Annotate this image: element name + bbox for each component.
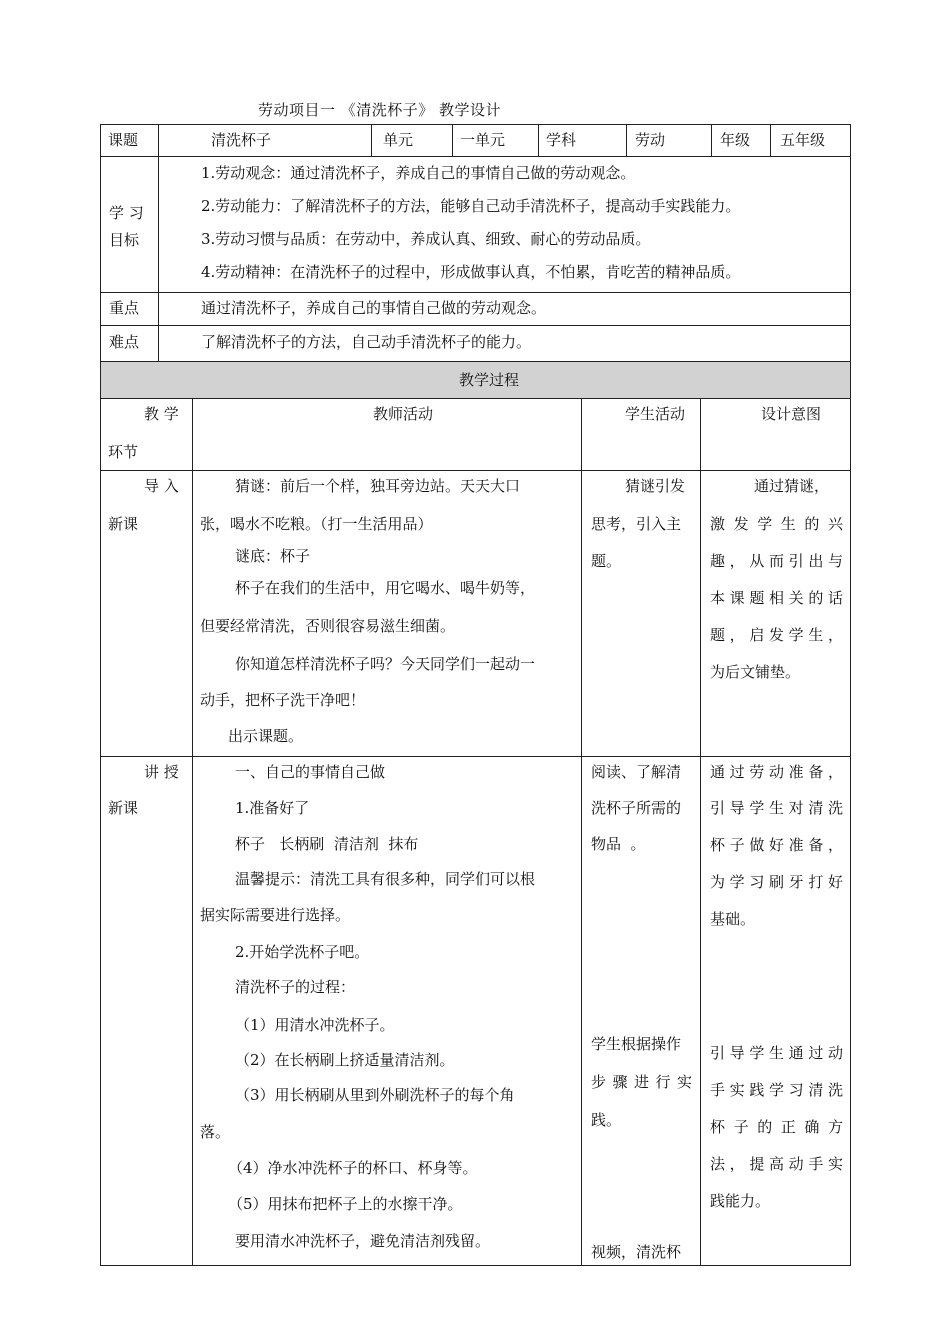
- subject-value-cell: [626, 124, 712, 157]
- stage-header-line1: 教 学: [144, 405, 179, 423]
- student-header-cell: [581, 398, 701, 471]
- lecture-intent-line: 杯子的正确方: [710, 1118, 843, 1136]
- lecture-intent-line: 杯子做好准备，: [710, 836, 843, 854]
- intro-teacher-line: 猜谜：前后一个样，独耳旁边站。天天大口: [235, 477, 521, 495]
- lecture-teacher-line: （5）用抹布把杯子上的水擦干净。: [228, 1195, 463, 1213]
- key-point-label-cell: [100, 292, 159, 326]
- lecture-intent-line: 基础。: [710, 910, 756, 928]
- lecture-teacher-line: （3）用长柄刷从里到外刷洗杯子的每个角: [235, 1086, 515, 1104]
- lecture-intent-line: 践能力。: [710, 1192, 771, 1210]
- intro-teacher-line: 但要经常清洗，否则很容易滋生细菌。: [200, 617, 456, 635]
- lecture-teacher-line: 落。: [200, 1123, 231, 1141]
- unit-value: 一单元: [460, 131, 506, 149]
- lecture-teacher-line: 1.准备好了: [235, 799, 310, 817]
- process-header: 教学过程: [459, 371, 520, 389]
- intro-teacher-line: 谜底：杯子: [235, 547, 311, 565]
- difficulty-label-cell: [100, 325, 159, 362]
- lecture-student-line: 步骤进行实: [591, 1073, 692, 1091]
- lecture-teacher-line: 杯子 长柄刷 清洁剂 抹布: [235, 835, 419, 853]
- grade-label: 年级: [720, 131, 751, 149]
- goal-item: 4.劳动精神：在清洗杯子的过程中，形成做事认真，不怕累，肯吃苦的精神品质。: [201, 263, 741, 281]
- intro-teacher-cell: [192, 470, 582, 757]
- lecture-stage-line1: 讲 授: [144, 763, 179, 781]
- intro-teacher-line: 动手，把杯子洗干净吧！: [200, 691, 366, 709]
- intro-stage-line1: 导 入: [144, 477, 179, 495]
- intent-header: 设计意图: [761, 405, 822, 423]
- lecture-teacher-cell: [192, 756, 582, 1266]
- intro-intent-line: 题，启发学生，: [710, 626, 843, 644]
- intro-stage-cell: [100, 470, 193, 757]
- grade-value-cell: [770, 124, 851, 157]
- lecture-teacher-line: 要用清水冲洗杯子，避免清洁剂残留。: [235, 1232, 491, 1250]
- lecture-student-line: 践。: [591, 1111, 622, 1129]
- intro-intent-line: 本课题相关的话: [710, 589, 843, 607]
- lecture-stage-cell: [100, 756, 193, 1266]
- intro-intent-line: 激发学生的兴: [710, 515, 843, 533]
- student-header: 学生活动: [625, 405, 686, 423]
- difficulty-cell: [158, 325, 851, 362]
- goal-item: 1.劳动观念：通过清洗杯子，养成自己的事情自己做的劳动观念。: [201, 164, 636, 182]
- goals-label-cell: [100, 156, 159, 293]
- intro-student-line: 题。: [591, 552, 622, 570]
- goal-item: 3.劳动习惯与品质：在劳动中，养成认真、细致、耐心的劳动品质。: [201, 230, 651, 248]
- intro-intent-line: 为后文铺垫。: [710, 663, 801, 681]
- key-point-label: 重点: [109, 299, 140, 317]
- lecture-teacher-line: 2.开始学洗杯子吧。: [235, 943, 370, 961]
- stage-header-cell: [100, 398, 193, 471]
- difficulty-label: 难点: [109, 333, 140, 351]
- lecture-intent-line: 引导学生对清洗: [710, 799, 843, 817]
- lecture-intent-line: 法，提高动手实: [710, 1155, 843, 1173]
- lecture-intent-line: 通过劳动准备，: [710, 763, 843, 781]
- lecture-student-line: 学生根据操作: [591, 1035, 682, 1053]
- intro-intent-line: 通过猜谜，: [754, 477, 830, 495]
- goals-label-line1: 学 习: [109, 204, 144, 222]
- topic-label-cell: [100, 124, 159, 157]
- unit-label-cell: [371, 124, 453, 157]
- goals-label-line2: 目标: [109, 231, 140, 249]
- intro-intent-cell: [700, 470, 851, 757]
- goal-item: 2.劳动能力：了解清洗杯子的方法，能够自己动手清洗杯子，提高动手实践能力。: [201, 197, 741, 215]
- process-header-cell: [100, 361, 851, 399]
- topic-value: 清洗杯子: [211, 131, 272, 149]
- intro-teacher-line: 张，喝水不吃粮。（打一生活用品）: [200, 515, 433, 533]
- intro-intent-line: 趣，从而引出与: [710, 552, 843, 570]
- difficulty-text: 了解清洗杯子的方法，自己动手清洗杯子的能力。: [201, 333, 532, 351]
- topic-value-cell: [158, 124, 372, 157]
- lecture-teacher-line: 据实际需要进行选择。: [200, 906, 351, 924]
- intro-student-line: 猜谜引发: [625, 477, 686, 495]
- topic-label: 课题: [108, 131, 139, 149]
- lecture-student-line: 视频，清洗杯: [591, 1243, 682, 1261]
- subject-label-cell: [538, 124, 627, 157]
- lecture-intent-line: 引导学生通过动: [710, 1044, 843, 1062]
- unit-label: 单元: [383, 131, 414, 149]
- stage-header-line2: 环节: [108, 443, 139, 461]
- lecture-student-cell: [581, 756, 701, 1266]
- intro-teacher-line: 出示课题。: [228, 727, 304, 745]
- goals-content-cell: [158, 156, 851, 293]
- subject-value: 劳动: [635, 131, 666, 149]
- lecture-teacher-line: （1）用清水冲洗杯子。: [235, 1016, 395, 1034]
- teacher-header: 教师活动: [373, 405, 434, 423]
- lecture-student-line: 洗杯子所需的: [591, 799, 682, 817]
- unit-value-cell: [452, 124, 539, 157]
- intro-student-cell: [581, 470, 701, 757]
- lecture-teacher-line: 一、自己的事情自己做: [235, 763, 386, 781]
- grade-label-cell: [711, 124, 771, 157]
- intro-teacher-line: 杯子在我们的生活中，用它喝水、喝牛奶等，: [235, 579, 536, 597]
- intro-stage-line2: 新课: [108, 515, 139, 533]
- key-point-text: 通过清洗杯子，养成自己的事情自己做的劳动观念。: [201, 299, 547, 317]
- subject-label: 学科: [546, 131, 577, 149]
- lecture-teacher-line: （4）净水冲洗杯子的杯口、杯身等。: [228, 1159, 478, 1177]
- lecture-intent-cell: [700, 756, 851, 1266]
- lecture-intent-line: 为学习刷牙打好: [710, 873, 843, 891]
- lecture-teacher-line: 温馨提示：清洗工具有很多种，同学们可以根: [235, 870, 536, 888]
- teacher-header-cell: [192, 398, 582, 471]
- grade-value: 五年级: [780, 131, 826, 149]
- lecture-student-line: 阅读、了解清: [591, 763, 682, 781]
- lecture-student-line: 物品 。: [591, 835, 646, 853]
- intro-teacher-line: 你知道怎样清洗杯子吗？今天同学们一起动一: [235, 655, 536, 673]
- lecture-intent-line: 手实践学习清洗: [710, 1081, 843, 1099]
- intro-student-line: 思考，引入主: [591, 515, 682, 533]
- lecture-teacher-line: 清洗杯子的过程：: [235, 978, 356, 996]
- lecture-teacher-line: （2）在长柄刷上挤适量清洁剂。: [235, 1051, 455, 1069]
- document-title: 劳动项目一 《清洗杯子》 教学设计: [258, 101, 502, 119]
- key-point-cell: [158, 292, 851, 326]
- lecture-stage-line2: 新课: [108, 799, 139, 817]
- intent-header-cell: [700, 398, 851, 471]
